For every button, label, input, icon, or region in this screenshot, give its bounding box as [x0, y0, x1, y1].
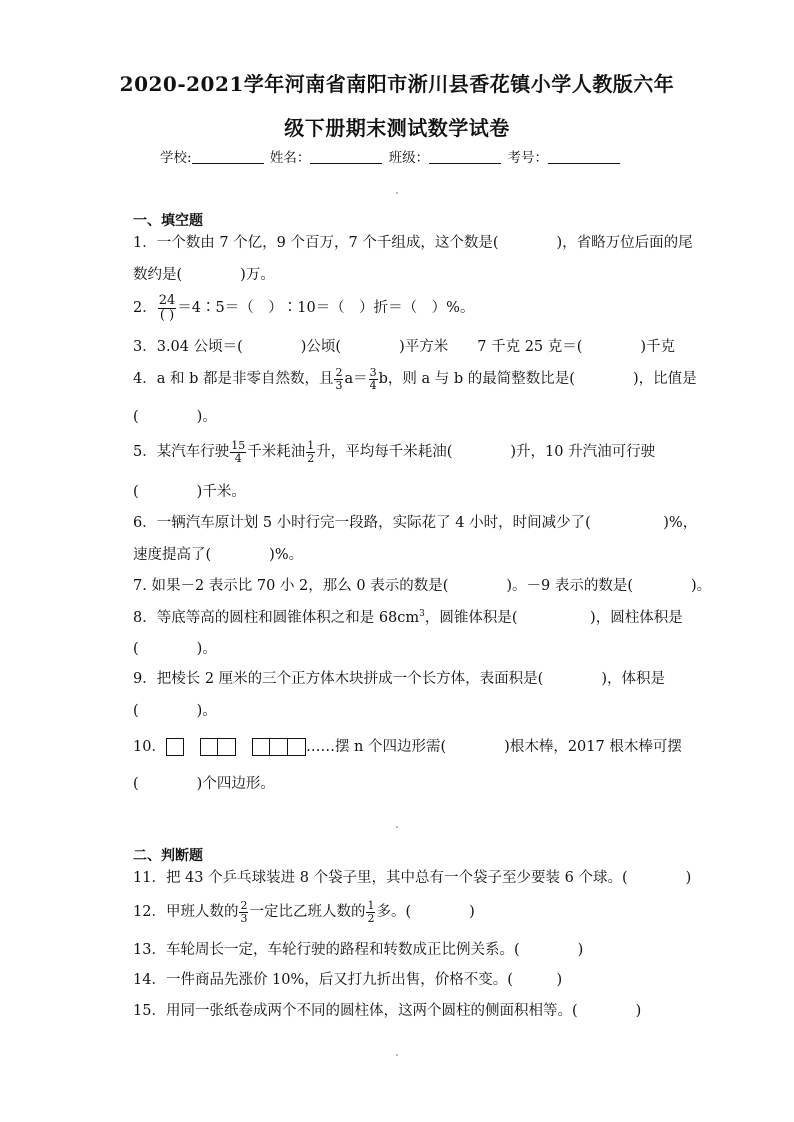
question-8-text-b: ，圆锥体积是( )，圆柱体积是: [424, 609, 683, 626]
fraction-numerator: 3: [369, 366, 377, 379]
question-11: 11．把 43 个乒乓球装进 8 个袋子里，其中总有一个袋子至少要装 6 个球。( ): [133, 870, 692, 886]
question-4-fraction-1: [334, 367, 343, 391]
class-blank[interactable]: [429, 150, 501, 164]
question-1-line1: 1．一个数由 7 个亿，9 个百万，7 个千组成，这个数是( )，省略万位后面的尾: [133, 235, 693, 251]
square-shape: [218, 738, 236, 756]
page-dot: [396, 1054, 398, 1056]
student-info-row: [160, 146, 622, 166]
question-15: 15．用同一张纸卷成两个不同的圆柱体，这两个圆柱的侧面积相等。( ): [133, 1003, 642, 1019]
fraction-denominator: ( ): [159, 307, 175, 323]
square-pattern-1: [166, 738, 184, 756]
fraction-numerator: 1: [307, 439, 315, 452]
question-4-text-c: b，则 a 与 b 的最简整数比是( )，比值是: [378, 371, 697, 388]
question-14: 14．一件商品先涨价 10%，后又打九折出售，价格不变。( ): [133, 972, 563, 988]
question-4-fraction-2: [369, 367, 378, 391]
question-5-text-a: 5．某汽车行驶: [133, 444, 230, 461]
question-13: 13．车轮周长一定，车轮行驶的路程和转数成正比例关系。( ): [133, 942, 584, 958]
fraction-denominator: 3: [335, 378, 343, 392]
fraction-numerator: 2: [240, 899, 248, 912]
name-blank[interactable]: [310, 150, 382, 164]
question-10-text: ……摆 n 个四边形需( )根木棒，2017 根木棒可摆: [305, 739, 682, 755]
fraction-numerator: 24: [158, 293, 176, 308]
section-fill-in-title: 一、填空题: [133, 213, 203, 229]
school-label: 学校:: [160, 150, 192, 166]
question-6-line2: 速度提高了( )%。: [133, 547, 304, 563]
question-5-fraction-1: [230, 440, 246, 464]
page-dot: [396, 826, 398, 828]
question-12-fraction-1: [239, 900, 248, 924]
question-8-line1: [133, 610, 683, 625]
question-5-line1: [133, 440, 655, 464]
exam-no-blank[interactable]: [548, 150, 620, 164]
question-5-text-b: 千米耗油: [247, 444, 306, 461]
fraction-denominator: 3: [240, 911, 248, 925]
question-8-text-a: 8．等底等高的圆柱和圆锥体积之和是 68cm: [133, 609, 420, 626]
question-10-line1: [133, 738, 682, 756]
question-4-text-b: a＝: [344, 371, 368, 388]
fraction-numerator: 15: [231, 439, 246, 452]
question-5-line2: ( )千米。: [133, 484, 246, 500]
question-10-number: 10．: [133, 739, 166, 755]
question-1-line2: 数约是( )万。: [133, 267, 275, 283]
square-pattern-3: [252, 738, 306, 756]
square-shape: [200, 738, 218, 756]
name-label: 姓名：: [269, 150, 311, 166]
square-shape: [252, 738, 270, 756]
question-8-superscript: 3: [419, 609, 425, 619]
exam-title-line2: 级下册期末测试数学试卷: [284, 116, 510, 140]
question-12-text-a: 12．甲班人数的: [133, 904, 239, 921]
class-label: 班级：: [388, 150, 430, 166]
question-4-text-a: 4．a 和 b 都是非零自然数，且: [133, 371, 334, 388]
square-pattern-2: [200, 738, 236, 756]
question-5-fraction-2: [306, 440, 315, 464]
question-9-line2: ( )。: [133, 703, 217, 719]
question-12-fraction-2: [366, 900, 375, 924]
question-2-fraction: [158, 294, 177, 322]
question-10-line2: ( )个四边形。: [133, 776, 275, 792]
fraction-numerator: 2: [335, 366, 343, 379]
exam-title-line1: 2020-2021学年河南省南阳市淅川县香花镇小学人教版六年: [119, 72, 675, 96]
question-12-text-b: 一定比乙班人数的: [249, 904, 366, 921]
exam-no-label: 考号：: [507, 150, 548, 166]
fraction-denominator: 4: [369, 378, 377, 392]
question-4-line2: ( )。: [133, 409, 217, 425]
fraction-denominator: 2: [367, 911, 375, 925]
fraction-denominator: 2: [307, 451, 315, 465]
square-shape: [288, 738, 306, 756]
question-2-text: ＝4∶5＝（ ）∶10＝（ ）折＝（ ）%。: [177, 300, 475, 317]
square-shape: [270, 738, 288, 756]
question-9-line1: 9．把棱长 2 厘米的三个正方体木块拼成一个长方体，表面积是( )，体积是: [133, 671, 665, 687]
school-blank[interactable]: [192, 150, 264, 164]
fraction-denominator: 4: [234, 451, 242, 465]
question-2: [133, 294, 474, 322]
question-3: 3．3.04 公顷＝( )公顷( )平方米 7 千克 25 克＝( )千克: [133, 339, 676, 355]
square-shape: [166, 738, 184, 756]
question-2-number: 2．: [133, 300, 157, 317]
question-5-text-c: 升，平均每千米耗油( )升，10 升汽油可行驶: [316, 444, 656, 461]
question-12: [133, 900, 475, 924]
question-6-line1: 6．一辆汽车原计划 5 小时行完一段路，实际花了 4 小时，时间减少了( )%，: [133, 515, 698, 531]
question-12-text-c: 多。( ): [376, 904, 475, 921]
fraction-numerator: 1: [367, 899, 375, 912]
question-8-line2: ( )。: [133, 641, 217, 657]
question-4-line1: [133, 367, 697, 391]
section-judgment-title: 二、判断题: [133, 848, 203, 864]
page-dot: [396, 192, 398, 194]
question-7: 7. 如果－2 表示比 70 小 2，那么 0 表示的数是( )。－9 表示的数是( )。: [133, 578, 712, 594]
